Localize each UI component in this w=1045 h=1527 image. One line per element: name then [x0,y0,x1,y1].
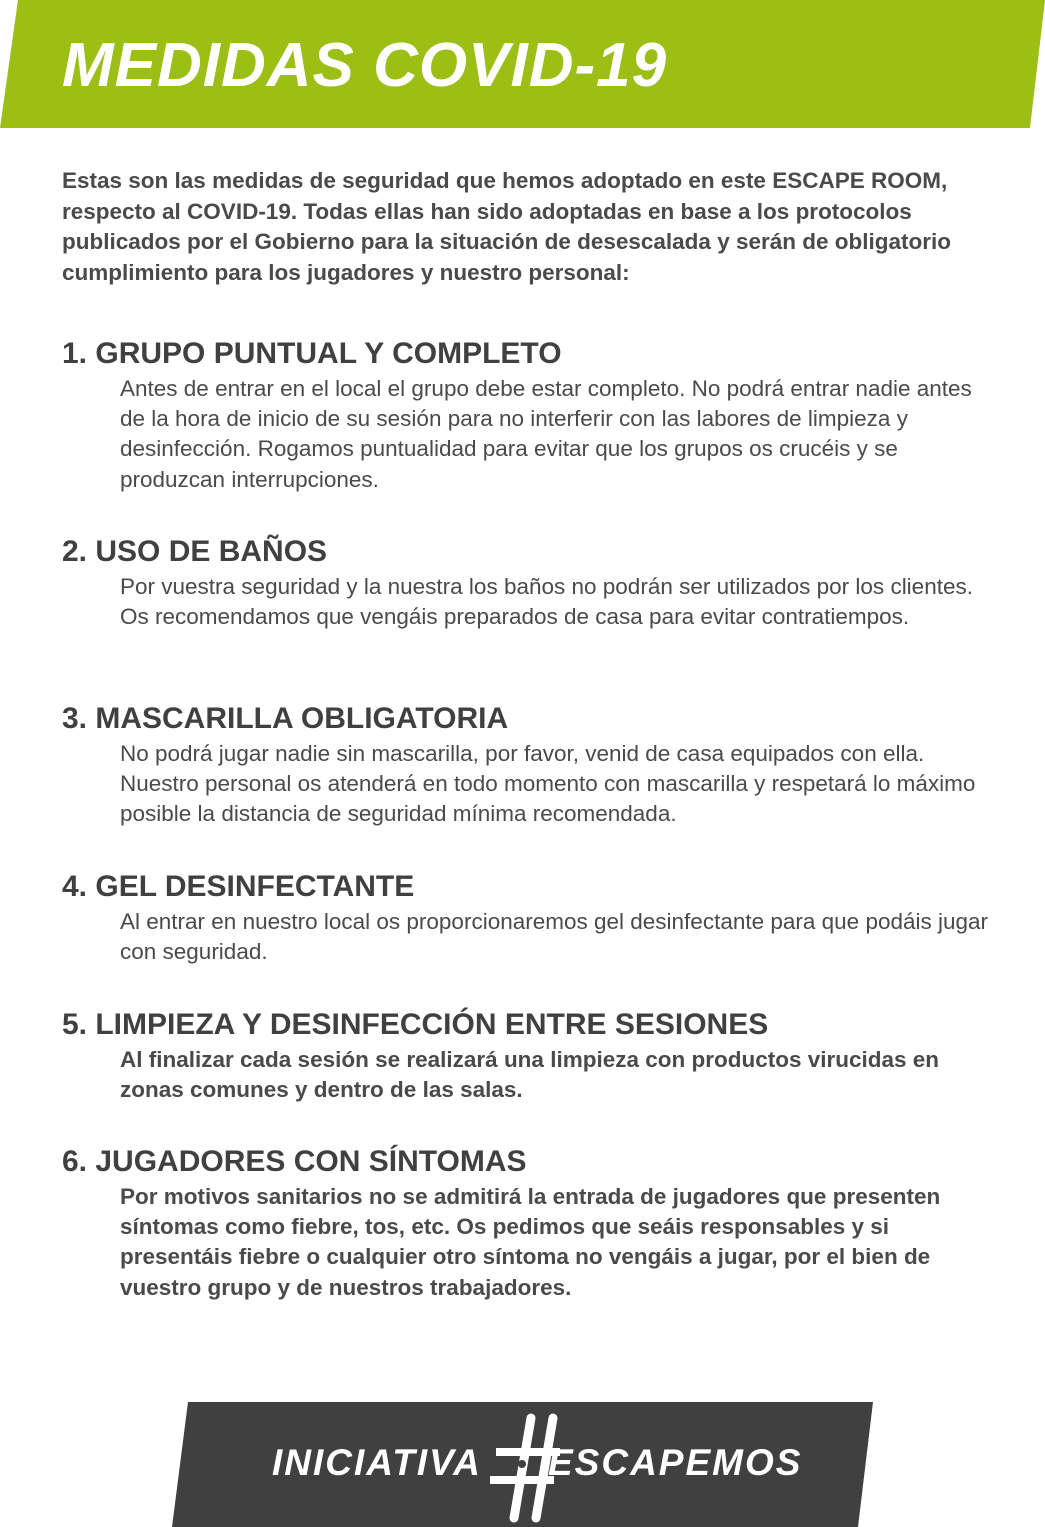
footer-initiative-label: INICIATIVA [272,1442,482,1483]
section-1 [62,334,992,495]
section-5 [62,1005,992,1105]
section-body: Por motivos sanitarios no se admitirá la entrada de jugadores que presenten síntomas como fiebre, tos, etc. Os pedimos que seáis responsables y si presentáis fiebre o cualquier otro síntoma no vengáis a jugar, por el bien de vuestro grupo y de nuestros trabajadores. [120,1184,941,1300]
section-heading: 5. LIMPIEZA Y DESINFECCIÓN ENTRE SESIONES [62,1008,769,1041]
intro-paragraph: Estas son las medidas de seguridad que hemos adoptado en este ESCAPE ROOM, respecto al COVID-19. Todas ellas han sido adoptadas en base a los protocolos publicados por el Gobierno para la situación de desescalada y serán de obligatorio cumplimiento para los jugadores y nuestro personal: [62,168,951,285]
section-heading: 6. JUGADORES CON SÍNTOMAS [62,1145,527,1178]
section-body: Antes de entrar en el local el grupo debe estar completo. No podrá entrar nadie antes de la hora de inicio de su sesión para no interferir con las labores de limpieza y desinfección. Rogamos puntualidad para evitar que los grupos os crucéis y se produzcan interrupciones. [120,376,972,492]
section-body: Al finalizar cada sesión se realizará una limpieza con productos virucidas en zonas comunes y dentro de las salas. [120,1047,940,1103]
section-body: Por vuestra seguridad y la nuestra los baños no podrán ser utilizados por los clientes. Os recomendamos que vengáis preparados de casa para evitar contratiempos. [120,574,973,630]
section-2 [62,532,992,632]
footer-banner-shape [0,1400,1045,1527]
section-3 [62,699,992,830]
section-heading: 2. USO DE BAÑOS [62,535,328,568]
section-4 [62,867,992,967]
section-body: Al entrar en nuestro local os proporcionaremos gel desinfectante para que podáis jugar con seguridad. [120,909,989,965]
footer-banner [0,1400,1045,1527]
page-title: MEDIDAS COVID-19 [62,31,668,100]
section-6 [62,1142,992,1303]
section-heading: 1. GRUPO PUNTUAL Y COMPLETO [62,337,562,370]
footer-hashtag-label: ESCAPEMOS [548,1442,803,1483]
section-body: No podrá jugar nadie sin mascarilla, por favor, venid de casa equipados con ella. Nuestro personal os atenderá en todo momento con mascarilla y respetará lo máximo posible la distancia de seguridad mínima recomendada. [120,741,976,827]
header-banner [0,0,1045,130]
section-heading: 4. GEL DESINFECTANTE [62,870,415,903]
section-heading: 3. MASCARILLA OBLIGATORIA [62,702,509,735]
